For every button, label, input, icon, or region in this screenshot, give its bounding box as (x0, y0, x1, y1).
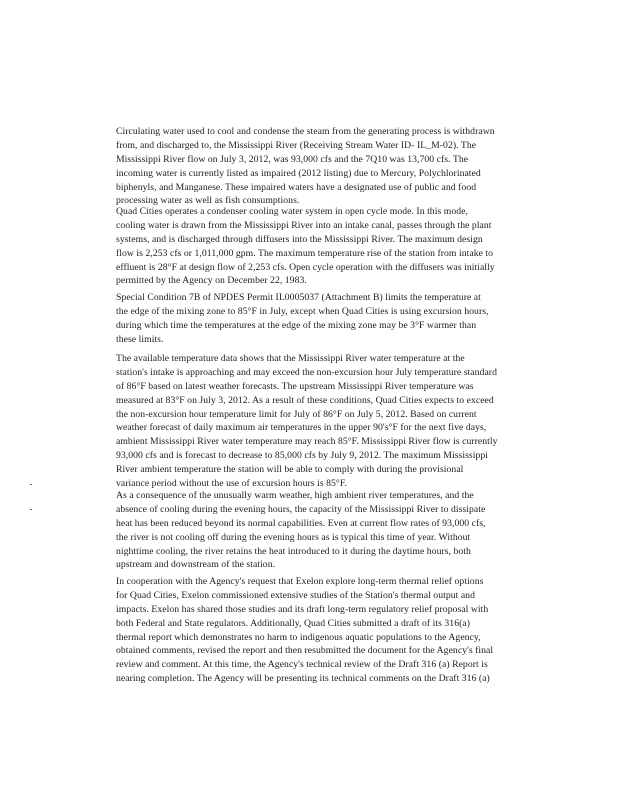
text-line: for Quad Cities, Exelon commissioned extensive studies of the Station's thermal output and (116, 589, 475, 601)
text-line: The available temperature data shows that the Mississippi River water temperature at the (116, 353, 465, 364)
text-line: the non-excursion hour temperature limit for July of 86°F on July 5, 2012. Based on current (116, 408, 477, 420)
paragraph-cooperation (116, 575, 516, 686)
paragraph-warm-weather (116, 489, 516, 572)
paragraph-temperature-data (116, 352, 516, 491)
text-line: measured at 83°F on July 3, 2012. As a result of these conditions, Quad Cities expects to exceed (116, 394, 494, 406)
text-line: absence of cooling during the evening hours, the capacity of the Mississippi River to dissipate (116, 503, 486, 515)
text-line: Special Condition 7B of NPDES Permit IL0005037 (Attachment B) limits the temperature at (116, 292, 481, 303)
text-line: thermal report which demonstrates no harm to indigenous aquatic populations to the Agency, (116, 631, 481, 643)
text-line: processing water as well as fish consumptions. (116, 195, 300, 207)
paragraph-open-cycle-mode (116, 205, 516, 288)
text-line: Circulating water used to cool and condense the steam from the generating process is withdrawn (116, 126, 495, 137)
text-line: upstream and downstream of the station. (116, 559, 276, 571)
paragraph-special-condition (116, 291, 516, 347)
scan-speck (30, 484, 32, 485)
scan-speck (30, 509, 32, 510)
text-line: 93,000 cfs and is forecast to decrease to 85,000 cfs by July 9, 2012. The maximum Mississippi (116, 450, 489, 462)
text-line: As a consequence of the unusually warm weather, high ambient river temperatures, and the (116, 490, 474, 501)
text-line: heat has been reduced beyond its normal capabilities. Even at current flow rates of 93,000 cfs, (116, 517, 486, 529)
text-line: obtained comments, revised the report and then resubmitted the document for the Agency's final (116, 645, 494, 657)
text-line: from, and discharged to, the Mississippi River (Receiving Stream Water ID- IL_M-02). The (116, 139, 477, 151)
text-line: cooling water is drawn from the Mississippi River into an intake canal, passes through the plant (116, 219, 492, 231)
text-line: of 86°F based on latest weather forecasts. The upstream Mississippi River temperature was (116, 380, 474, 392)
text-line: weather forecast of daily maximum air temperatures in the upper 90's°F for the next five days, (116, 422, 487, 434)
text-line: these limits. (116, 333, 164, 345)
text-line: Quad Cities operates a condenser cooling water system in open cycle mode. In this mode, (116, 206, 468, 217)
text-line: during which time the temperatures at the edge of the mixing zone may be 3°F warmer than (116, 319, 477, 331)
text-line: nearing completion. The Agency will be presenting its technical comments on the Draft 316 (a) (116, 673, 490, 685)
text-line: review and comment. At this time, the Agency's technical review of the Draft 316 (a) Report is (116, 659, 488, 671)
text-line: effluent is 28°F at design flow of 2,253 cfs. Open cycle operation with the diffusers was initially (116, 261, 495, 273)
text-line: incoming water is currently listed as impaired (2012 listing) due to Mercury, Polychlorinated (116, 167, 481, 179)
text-line: impacts. Exelon has shared those studies and its draft long-term regulatory relief proposal with (116, 603, 489, 615)
text-line: nighttime cooling, the river retains the heat introduced to it during the daytime hours, both (116, 545, 471, 557)
text-line: biphenyls, and Manganese. These impaired waters have a designated use of public and food (116, 181, 477, 193)
text-line: the edge of the mixing zone to 85°F in July, except when Quad Cities is using excursion hours, (116, 305, 489, 317)
text-line: River ambient temperature the station will be able to comply with during the provisional (116, 464, 464, 476)
text-line: station's intake is approaching and may exceed the non-excursion hour July temperature standard (116, 366, 497, 378)
paragraph-circulating-water (116, 125, 516, 208)
text-line: both Federal and State regulators. Additionally, Quad Cities submitted a draft of its 316(a) (116, 617, 470, 629)
text-line: Mississippi River flow on July 3, 2012, was 93,000 cfs and the 7Q10 was 13,700 cfs. The (116, 153, 469, 165)
text-line: the river is not cooling off during the evening hours as is typical this time of year. Without (116, 531, 471, 543)
text-line: permitted by the Agency on December 22, 1983. (116, 275, 307, 287)
text-line: systems, and is discharged through diffusers into the Mississippi River. The maximum design (116, 233, 483, 245)
text-line: variance period without the use of excursion hours is 85°F. (116, 478, 347, 490)
text-line: flow is 2,253 cfs or 1,011,000 gpm. The maximum temperature rise of the station from intake to (116, 247, 494, 259)
text-line: ambient Mississippi River water temperature may reach 85°F. Mississippi River flow is currently (116, 436, 498, 448)
text-line: In cooperation with the Agency's request that Exelon explore long-term thermal relief options (116, 576, 484, 587)
